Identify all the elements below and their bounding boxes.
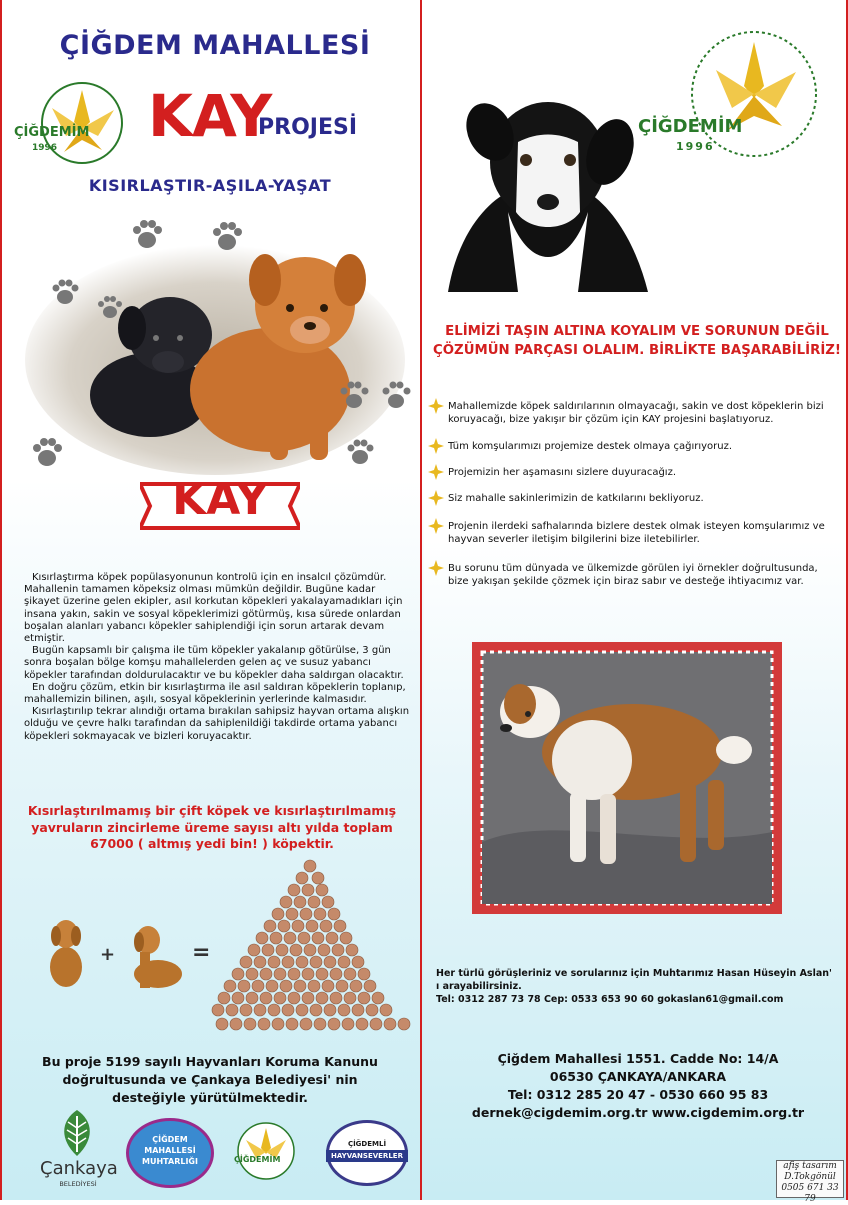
contact-phones: Tel: 0312 287 73 78 Cep: 0533 653 90 60 gokaslan61@gmail.com — [436, 994, 784, 1005]
equals-sign: = — [192, 940, 211, 965]
paw-print-icon — [50, 278, 80, 308]
flower-bullet-icon — [428, 464, 444, 480]
association-address — [438, 1050, 838, 1122]
muhtarlik-line: ÇİĞDEM — [152, 1135, 188, 1144]
credit-line: afiş tasarım — [783, 1161, 837, 1171]
paw-print-icon — [130, 218, 164, 252]
credit-line: D.Tokgönül — [784, 1172, 836, 1182]
list-item-text: Projemizin her aşamasını sizlere duyuracağız. — [448, 467, 677, 478]
paw-print-icon — [380, 380, 412, 412]
flower-bullet-icon — [428, 398, 444, 414]
flower-bullet-icon — [428, 438, 444, 454]
call-to-action-quote: ELİMİZİ TAŞIN ALTINA KOYALIM VE SORUNUN DEĞİL ÇÖZÜMÜN PARÇASI OLALIM. BİRLİKTE BAŞARABİLİRİZ! — [433, 324, 841, 358]
cigdemim-logo-small — [12, 78, 132, 168]
list-item-text: Bu sorunu tüm dünyada ve ülkemizde görülen iyi örnekler doğrultusunda, bize yakışan şekilde çözmek için biraz sabır ve desteğe ihtiyacımız var. — [448, 563, 818, 587]
paragraph: Kısırlaştırılıp tekrar alındığı ortama bırakılan sahipsiz hayvan ortama alışkın olduğu ve çevre halkı tarafından da sahiplenildiği takdirde ortama yabancı köpekleri sokmayacak ve bizleri koruyacaktır. — [24, 706, 410, 742]
muhtarlik-line: MAHALLESİ — [144, 1146, 196, 1155]
list-item-text: Mahallemizde köpek saldırılarının olmayacağı, sakin ve dost köpeklerin bizi koruyacağı, bize yakışır bir çözüm için KAY projesini başlatıyoruz. — [448, 401, 824, 425]
plus-sign: + — [100, 944, 116, 965]
black-white-dog-photo — [448, 72, 648, 292]
cankaya-wordmark: Çankaya — [40, 1158, 118, 1179]
puppy-pyramid-image — [208, 856, 412, 1042]
paragraph: Kısırlaştırma köpek popülasyonunun kontrolü için en insalcıl çözümdür. Mahallenin tamamen köpeksiz olması mümkün değildir. Bugüne kadar şikayet üzerine gelen ekipler, asıl korkutan köpekleri yakalayamadıkları için insana yakın, sakin ve sosyal köpeklerimizi götürmüş, kısa sürede onlardan boşalan alanları yabancı köpekler sahiplendiği için sorun artarak devam etmiştir. — [24, 572, 403, 645]
hayvanseverler-logo-text — [326, 1138, 408, 1162]
slogan: KISIRLAŞTIR-AŞILA-YAŞAT — [88, 176, 332, 195]
logo-year: 1996 — [32, 143, 58, 153]
statistic-callout: Kısırlaştırılmamış bir çift köpek ve kısırlaştırılmamış yavruların zincirleme üreme sayısı altı yılda toplam 67000 ( altmış yedi bin! ) köpektir. — [27, 803, 397, 851]
address-phone: Tel: 0312 285 20 47 - 0530 660 95 83 — [507, 1087, 769, 1102]
paw-print-icon — [96, 294, 124, 322]
cigdemim-footer-wordmark: ÇİĞDEMİM — [234, 1155, 281, 1164]
left-border — [0, 0, 2, 1200]
golden-retriever-image — [128, 916, 184, 992]
contact-note: Her türlü görüşleriniz ve sorularınız için Muhtarımız Hasan Hüseyin Aslan' ı arayabilirsiniz. — [436, 968, 832, 992]
contact-info — [436, 968, 836, 1007]
list-item-text: Siz mahalle sakinlerimizin de katkılarını bekliyoruz. — [448, 493, 704, 504]
address-line: 06530 ÇANKAYA/ANKARA — [549, 1069, 727, 1084]
designer-credit — [776, 1160, 844, 1204]
cigdemim-logo-large — [636, 20, 836, 170]
page-title: ÇİĞDEM MAHALLESİ — [59, 30, 371, 61]
address-line: Çiğdem Mahallesi 1551. Cadde No: 14/A — [497, 1051, 779, 1066]
kay-banner-text: KAY — [172, 474, 268, 525]
flower-bullet-icon — [428, 518, 444, 534]
muhtarlik-line: MUHTARLIĞI — [142, 1157, 198, 1166]
law-statement: Bu proje 5199 sayılı Hayvanları Koruma Kanunu doğrultusunda ve Çankaya Belediyesi' nin desteğiyle yürütülmektedir. — [42, 1054, 378, 1105]
paw-print-icon — [210, 220, 244, 254]
paragraph: Bugün kapsamlı bir çalışma ile tüm köpekler yakalanıp götürülse, 3 gün sonra boşalan bölge komşu mahallelerden gelen aç ve susuz yabancı köpekler tarafından doldurulacaktır ve bu köpekler daha saldırgan olacaktır. — [24, 645, 404, 681]
flower-bullet-icon — [428, 490, 444, 506]
cigdemim-wordmark: ÇİĞDEMİM — [14, 125, 90, 140]
paw-print-icon — [338, 380, 370, 412]
cankaya-leaf-icon — [52, 1108, 102, 1158]
address-web: dernek@cigdemim.org.tr www.cigdemim.org.tr — [471, 1105, 805, 1120]
cigdemim-logo-footer — [228, 1118, 300, 1184]
paw-print-icon — [345, 438, 375, 468]
muhtarlik-logo-text — [126, 1134, 214, 1167]
golden-retriever-image — [46, 912, 86, 990]
projesi-label: PROJESİ — [258, 115, 358, 140]
cankaya-subtitle: BELEDİYESİ — [59, 1180, 97, 1188]
list-item-text: Tüm komşularımızı projemize destek olmaya çağırıyoruz. — [448, 441, 733, 452]
street-dog-photo — [472, 642, 782, 914]
paw-print-icon — [30, 436, 64, 470]
hayvanseverler-line: ÇİĞDEMLİ — [347, 1140, 387, 1148]
explanation-text — [24, 572, 414, 743]
logo-year: 1996 — [676, 140, 715, 153]
hayvanseverler-line: HAYVANSEVERLER — [326, 1150, 408, 1162]
kay-title: KAY — [148, 82, 272, 150]
credit-line: 0505 671 33 79 — [781, 1183, 839, 1204]
center-divider — [420, 0, 422, 1200]
list-item-text: Projenin ilerdeki safhalarında bizlere destek olmak isteyen komşularımız ve hayvan severler iletişim bilgilerini bize iletebilirler. — [448, 521, 825, 545]
flower-bullet-icon — [428, 560, 444, 576]
paragraph: En doğru çözüm, etkin bir kısırlaştırma ile asıl saldıran köpeklerin toplanıp, mahallemizin bilinen, aşılı, sosyal köpeklerinin yerlerinde kalmasıdır. — [24, 681, 406, 706]
cigdemim-wordmark: ÇİĞDEMİM — [638, 116, 743, 137]
